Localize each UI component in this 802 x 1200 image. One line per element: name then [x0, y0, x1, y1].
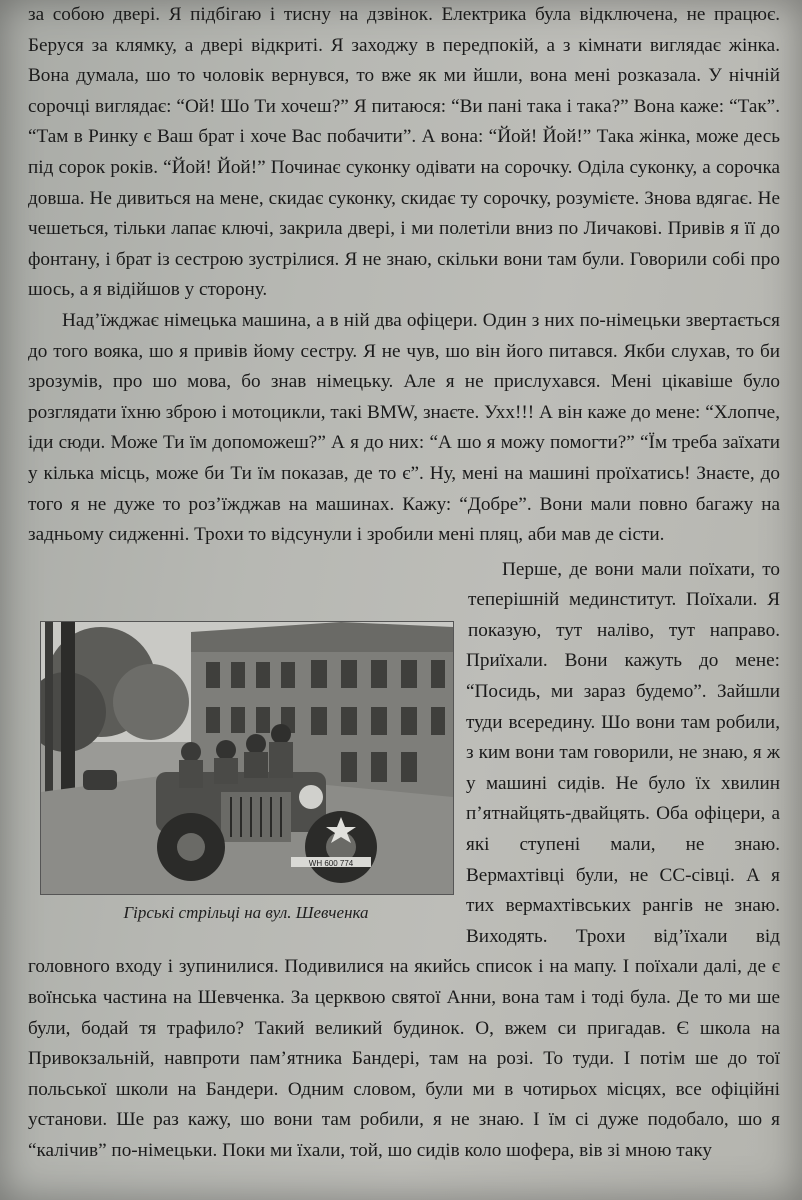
- figure-spacer: [28, 555, 468, 619]
- paragraph-1: за собою двері. Я підбігаю і тисну на дзвінок. Електрика була відключена, не працює. Беруся за клямку, а двері відкриті. Я заходжу в передпокій, а з кімнати виглядає жінка. Вона думала, шо то чоловік вернувся, то вже як ми йшли, вона мені розказала. У нічній сорочці виглядає: “Ой! Шо Ти хочеш?” Я питаюся: “Ви пані така і така?” Вона каже: “Так”. “Там в Ринку є Ваш брат і хоче Вас побачити”. А вона: “Йой! Йой!” Така жінка, може десь під сорок років. “Йой! Йой!” Починає суконку одівати на сорочку. Оділа суконку, а сорочка довша. Не дивиться на мене, скидає суконку, скидає ту сорочку, розумієте. Знова вдягає. Не чешеться, тільки лапає ключі, закрила двері, і ми полетіли вниз по Личакові. Привів я її до фонтану, і брат із сестрою зустрілися. Я не знаю, скільки вони там були. Говорили собі про шось, а я відійшов у сторону.: [28, 4, 780, 301]
- photo-mountain-riflemen: [40, 621, 454, 895]
- figure-caption: Гірські стрільці на вул. Шевченка: [123, 902, 369, 922]
- paragraph-2: Над’їжджає німецька машина, а в ній два офіцери. Один з них по-німецьки звертається до того вояка, шо я привів йому сестру. Я не чув, шо він його питався. Якби слухав, то би зрозумів, про шо мова, бо знав німецьку. Але я не прислухався. Мені цікавіше було розглядати їхню зброю і мотоцикли, такі BMW, знаєте. Ухх!!! А він каже до мене: “Хлопче, іди сюди. Може Ти їм допоможеш?” А я до них: “А шо я можу помогти?” “Їм треба заїхати у кілька місць, може би Ти їм показав, де то є”. Ну, мені на машині проїхатись! Знаєте, до того я не дуже то роз’їжджав на машинах. Кажу: “Добре”. Вони мали повно багажу на задньому сидженні. Трохи то відсунули і зробили мені пляц, аби мав де сісти.: [28, 309, 780, 546]
- paragraph-3-block: [28, 555, 780, 1167]
- page-text: [28, 0, 780, 1167]
- figure: [40, 621, 452, 925]
- license-plate: WH 600 774: [308, 858, 354, 868]
- paragraph-3: Перше, де вони мали поїхати, то теперішній мединститут. Поїхали. Я показую, тут наліво, тут направо. Приїхали. Вони кажуть до мене: “Посидь, ми зараз будемо”. Зайшли туди всередину. Шо вони там робили, з ким вони там говорили, не знаю, я ж у машині сидів. Не було їх хвилин п’ятнайцять-двайцять. Оба офіцери, а які ступені мали, не знаю. Вермахтівці були, не СС-сівці. А я тих вермахтівських рангів не знаю. Виходять. Трохи від’їхали від головного входу і зупинилися. Подивилися на якийсь список і на мапу. І поїхали далі, де є воїнська частина на Шевченка. За церквою святої Анни, вона там і тоді була. Де то ми ше були, бодай тя трафило? Такий великий будинок. О, вжем си пригадав. Є школа на Привокзальній, навпроти пам’ятника Бандері, там на розі. То туди. І потім ше до тої польської школи на Бандери. Одним словом, були ми в чотирьох місцях, все офіційні установи. Ше раз кажу, шо вони там робили, я не знаю. І їм сі дуже подобало, шо я “калічив” по-німецьки. Поки ми їхали, той, шо сидів коло шофера, вів зі мною таку: [28, 558, 780, 1161]
